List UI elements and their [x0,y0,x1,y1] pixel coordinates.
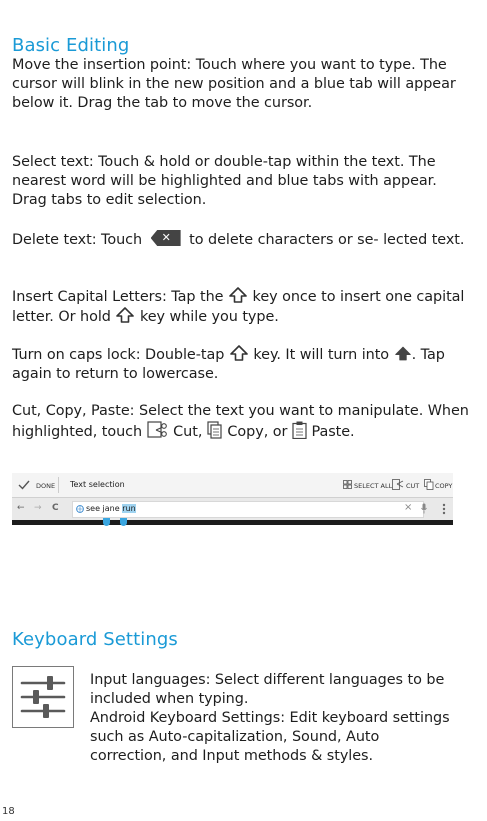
select-text-paragraph: Select text: Touch & hold or double-tap within the text. The nearest word will be highlighted and blue tabs with appear. Drag tabs to edit selection. [12,154,437,209]
delete-text-label: Delete text: Touch [12,232,143,248]
delete-text-paragraph [12,230,472,250]
select-all-button[interactable]: SELECT ALL [354,482,393,490]
select-all-icon [343,480,352,489]
ccp-cut-label: Cut, [173,424,203,441]
copy-icon [207,421,223,439]
ccp-paste-label: Paste. [311,424,355,441]
contextual-action-bar [12,473,453,498]
address-bar[interactable] [72,501,424,518]
delete-key-icon [151,230,181,246]
move-insertion-text: Move the insertion point: Touch where you want to type. The cursor will blink in the new position and a blue tab will appear below it. Drag the tab to move the cursor. [12,57,456,112]
copy-icon [424,479,434,490]
cut-copy-paste-paragraph [12,402,472,442]
ccp-label: Cut, Copy, Paste: Select the text you want to manipulate. When highlighted, touch [12,403,469,441]
action-bar-title: Text selection [70,480,125,489]
selected-word: run [122,504,136,513]
section-title-keyboard-settings: Keyboard Settings [12,629,178,650]
delete-text-rest: to delete characters or se- lected text. [189,232,465,248]
selection-handle-left[interactable] [103,518,110,526]
cut-icon [392,479,404,490]
clear-button[interactable]: × [404,502,413,513]
shift-key-icon [115,307,135,324]
url-text [86,504,136,513]
copy-button[interactable]: COPY [435,482,453,490]
page-number: 18 [2,806,15,817]
globe-icon [76,505,84,513]
ccp-copy-label: Copy, or [227,424,288,441]
url-text-before: see jane [86,504,123,513]
caps-lock-paragraph [12,345,472,384]
insert-capital-label: Insert Capital Letters: Tap the [12,289,224,305]
settings-sliders-icon [12,666,74,728]
insert-capital-mid: key once to insert one capital letter. Or hold [12,289,465,326]
input-languages-text: Input languages: Select different languages to be included when typing. [90,672,445,708]
android-keyboard-settings-text: Android Keyboard Settings: Edit keyboard settings such as Auto-capitalization, Sound, Auto correction, and Input methods & styles. [90,710,450,765]
overflow-menu-icon[interactable] [442,503,446,515]
browser-toolbar [12,498,453,520]
checkmark-icon[interactable] [18,480,30,490]
caps-lock-mid: key. It will turn into [253,347,390,363]
shift-key-icon [229,345,249,362]
caps-lock-rest: . Tap again to return to lowercase. [12,347,445,383]
shift-key-icon [228,287,248,304]
reload-button[interactable]: C [52,503,59,513]
caps-lock-label: Turn on caps lock: Double-tap [12,347,225,363]
back-button[interactable]: ← [17,503,25,513]
divider [58,477,59,493]
forward-button[interactable]: → [34,503,42,513]
insert-capital-rest: key while you type. [139,309,279,326]
insert-capital-paragraph [12,287,472,327]
done-button[interactable]: DONE [36,482,56,490]
cut-icon [147,421,169,439]
selection-handle-right[interactable] [120,518,127,526]
microphone-icon[interactable] [421,503,427,514]
caps-lock-icon [394,346,412,362]
section-title-basic-editing: Basic Editing [12,35,130,56]
page-content-edge [12,520,453,525]
text-selection-screenshot [12,473,453,525]
paste-icon [292,421,307,439]
cut-button[interactable]: CUT [406,482,420,490]
